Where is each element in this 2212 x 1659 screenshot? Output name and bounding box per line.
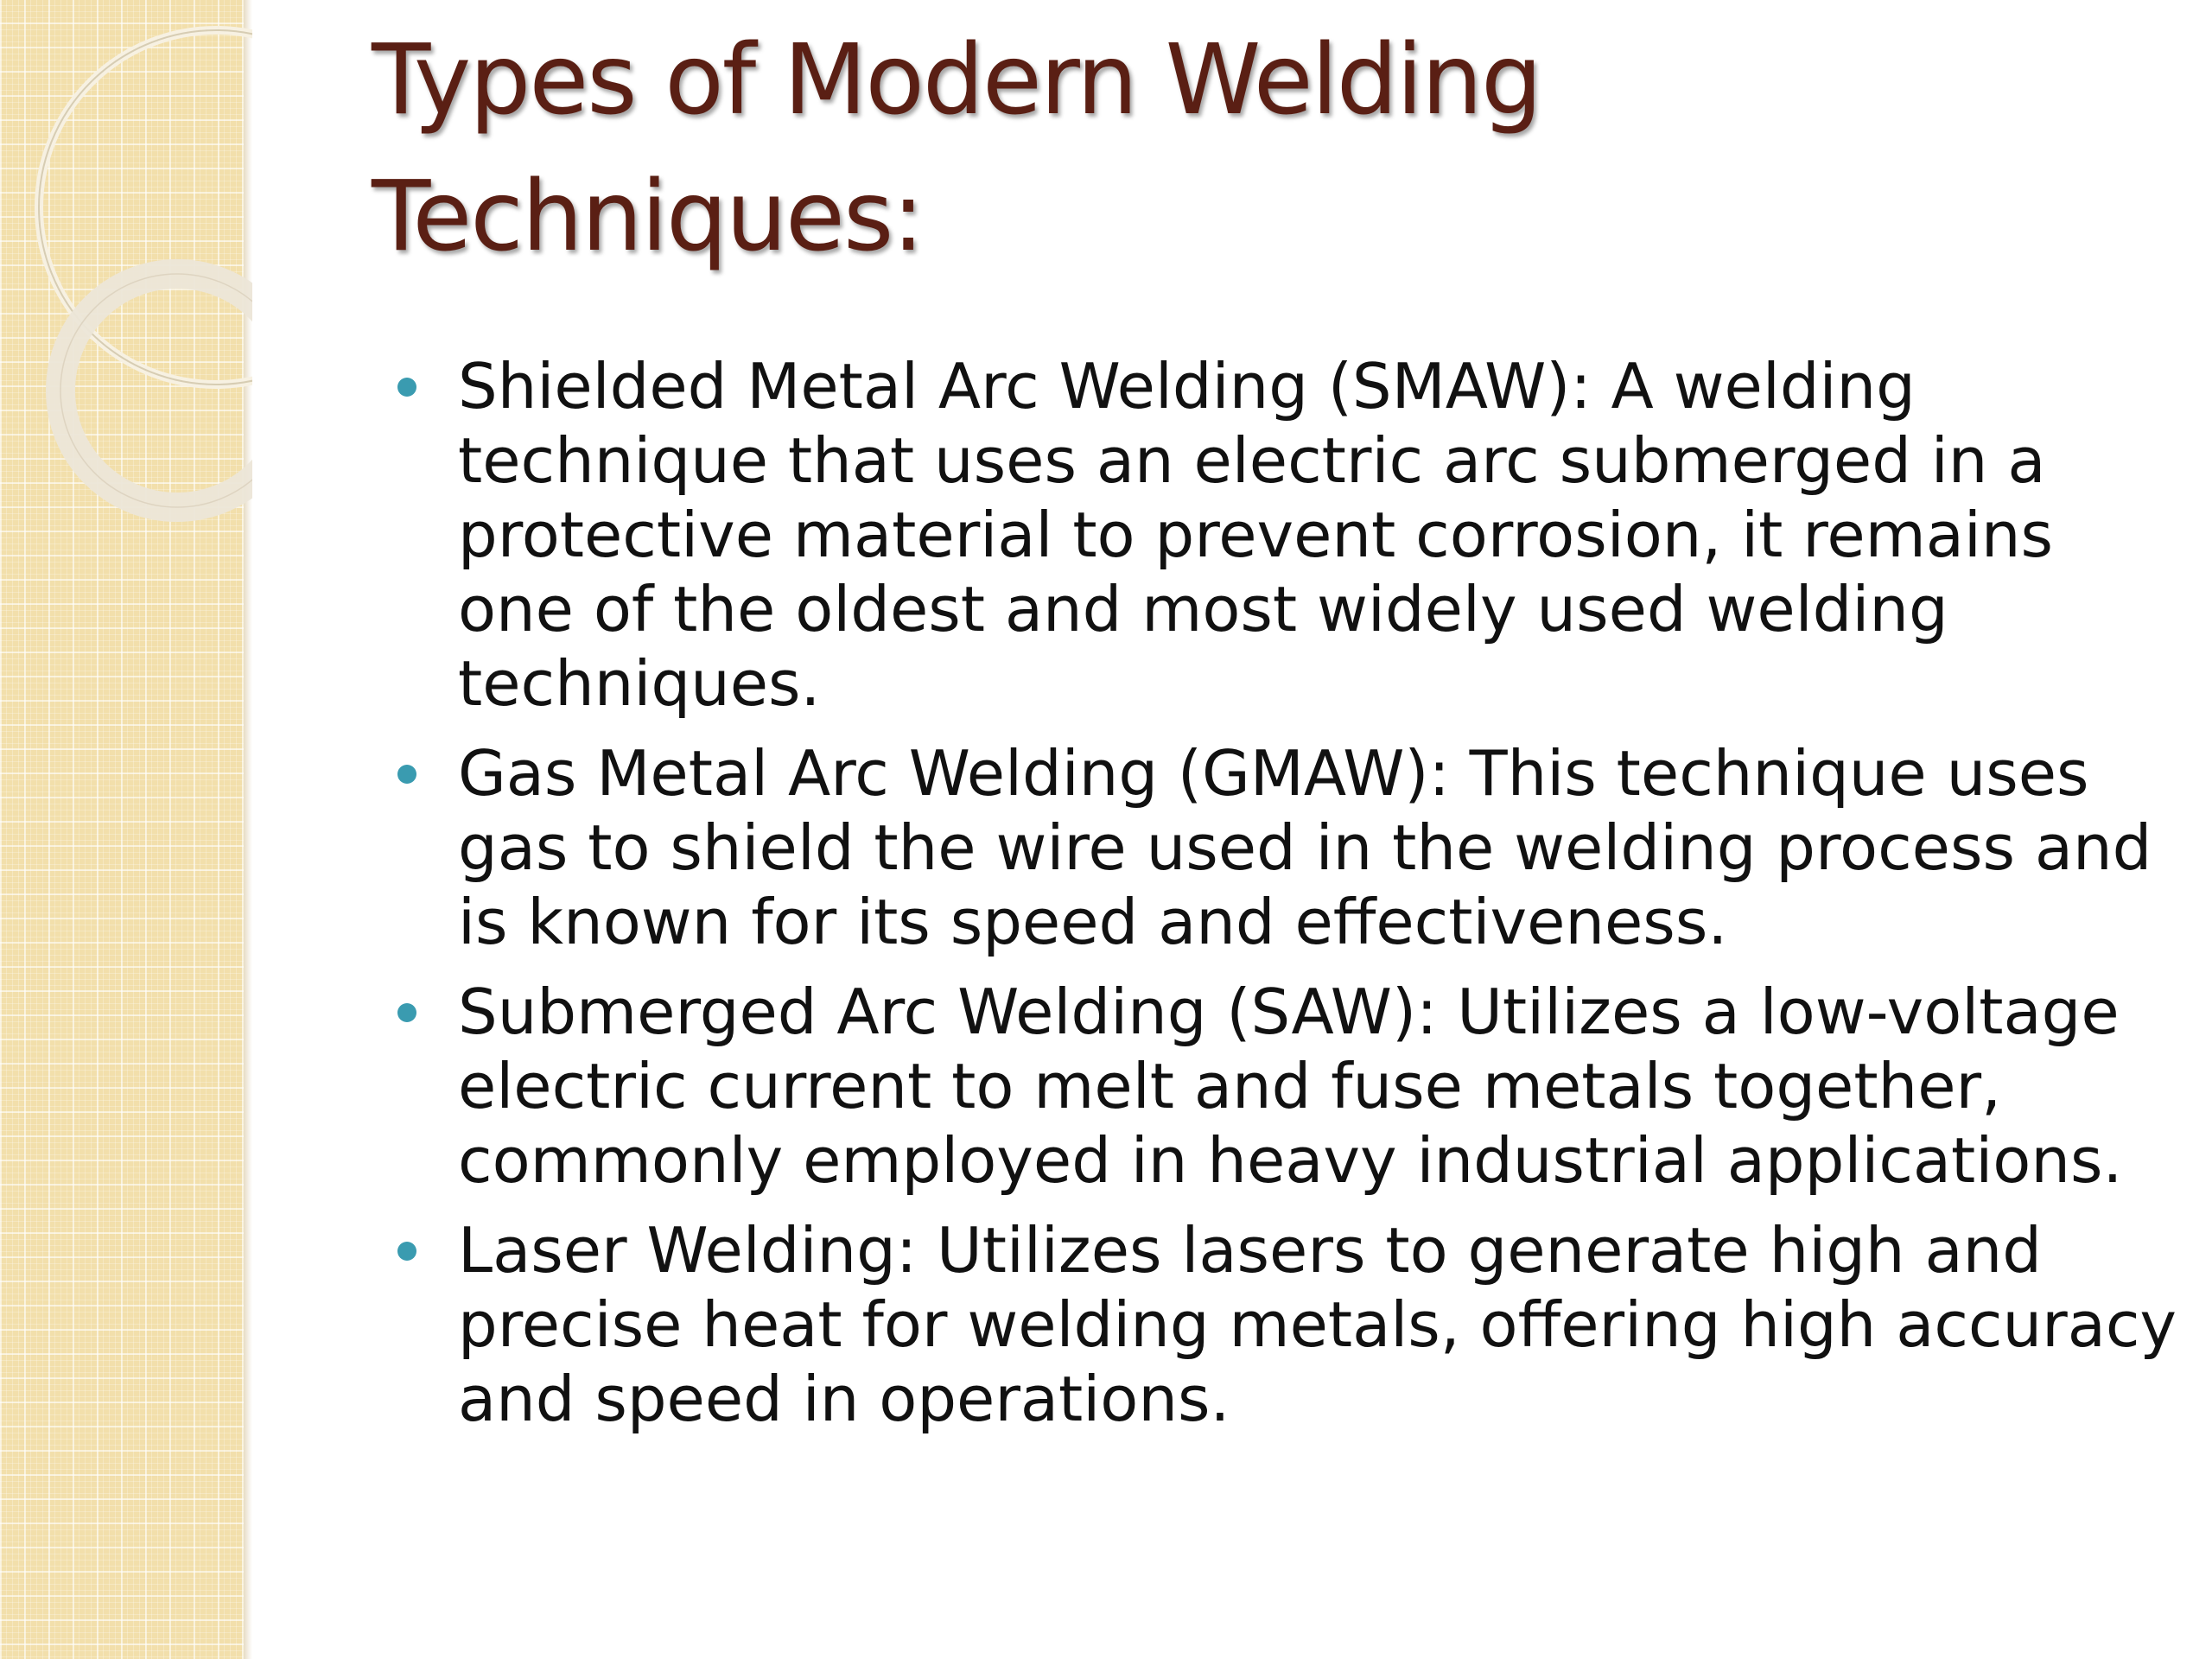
bullet-text: Laser Welding: Utilizes lasers to generate high and precise heat for welding metals, offering high accuracy and speed in operations. bbox=[458, 1214, 2177, 1435]
bullet-item-laser bbox=[397, 1213, 2177, 1436]
bullet-item-gmaw bbox=[397, 736, 2177, 959]
bullet-dot-icon bbox=[397, 378, 416, 397]
bullet-dot-icon bbox=[397, 1003, 416, 1022]
bullet-text: Shielded Metal Arc Welding (SMAW): A welding technique that uses an electric arc submerged in a protective material to prevent corrosion, it remains one of the oldest and most widely used welding techniques. bbox=[458, 350, 2054, 720]
decorative-rings-icon bbox=[0, 0, 252, 553]
bullet-dot-icon bbox=[397, 765, 416, 784]
bullet-item-smaw bbox=[397, 349, 2177, 721]
bullet-text: Submerged Arc Welding (SAW): Utilizes a low-voltage electric current to melt and fuse metals together, commonly employed in heavy industrial applications. bbox=[458, 976, 2123, 1197]
slide-title: Types of Modern Welding Techniques: bbox=[372, 24, 1541, 273]
bullet-item-saw bbox=[397, 975, 2177, 1198]
bullet-text: Gas Metal Arc Welding (GMAW): This technique uses gas to shield the wire used in the welding process and is known for its speed and effectiveness. bbox=[458, 737, 2152, 958]
bullet-list bbox=[397, 349, 2177, 1452]
bullet-dot-icon bbox=[397, 1242, 416, 1261]
